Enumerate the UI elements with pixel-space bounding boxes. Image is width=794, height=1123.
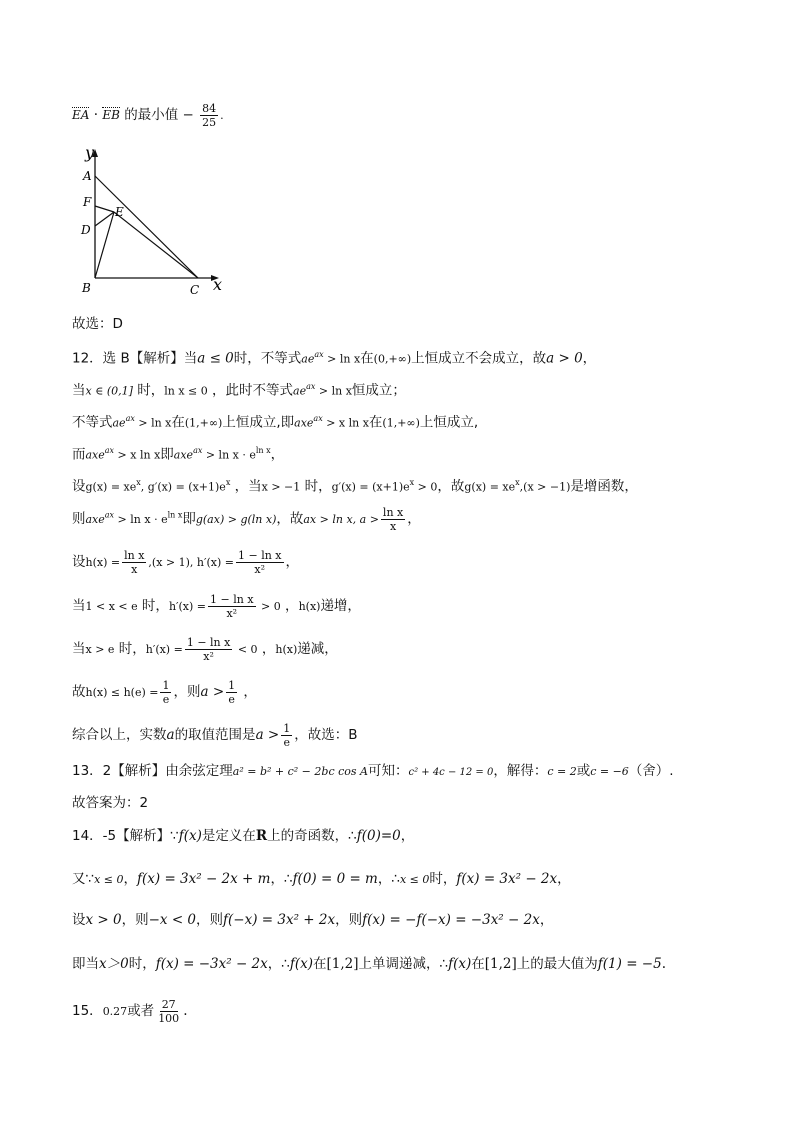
q11-choice: 故选：D	[72, 316, 123, 332]
triangle-figure	[76, 146, 236, 298]
point-d-label: D	[81, 223, 91, 237]
min-value-text: 的最小值	[124, 107, 179, 123]
q13-answer: 故答案为：2	[72, 795, 149, 811]
q12-line-3: 不等式$ae^{ax} > \ln x$在(1,+∞)上恒成立,即axe$^{ax}$ > x ln x在(1,+∞)上恒成立,	[72, 414, 479, 431]
fraction-lnx-x: $\frac{\text{ln x}}{x}$	[382, 506, 404, 533]
segment-fe	[95, 206, 114, 212]
q12-line-4: 而axe$^{ax}$ > x ln x即$axe^{ax} > \ln x \cdot e^{ln x}$，	[72, 446, 285, 463]
x-axis-label: x	[213, 275, 223, 294]
fraction-84-25: $\frac{84}{25}$	[202, 102, 217, 129]
point-a-label: A	[83, 169, 92, 183]
min-value-line: EA · EB 的最小值 − $\frac{84}{25}$ .	[72, 102, 224, 129]
q12-line-1: 12．选 B【解析】当a ≤ 0时，不等式$ae^{ax} > \ln x$在(0,+∞)上恒成立不会成立，故a > 0，	[72, 350, 597, 367]
minus-sign: −	[182, 107, 194, 123]
q14-line-4: 即当x＞0时，f(x) = −3x² − 2x，∴f(x)在[1,2]上单调递减，∴f(x)在[1,2]上的最大值为f(1) = −5.	[72, 956, 667, 972]
q12-line-7: 设h(x) = $\frac{\text{ln x}}{x}$ ,(x > 1), h′(x) = $\frac{\text{1 − ln x}}{\text{x²}}$ ，	[72, 549, 299, 576]
q14-line-2: 又∵x ≤ 0，f(x) = 3x² − 2x + m，∴f(0) = 0 = m，∴x ≤ 0时，f(x) = 3x² − 2x，	[72, 871, 571, 887]
q12-line-10: 故h(x) ≤ h(e) = $\frac{1}{e}$ ，则a > $\frac{1}{e}$ ，	[72, 679, 257, 706]
fraction-27-100: $\frac{27}{100}$	[158, 998, 180, 1025]
vector-ea: EA	[72, 108, 90, 122]
segment-ac	[95, 176, 198, 278]
q14-line-3: 设x > 0，则−x < 0，则f(−x) = 3x² + 2x，则f(x) = −f(−x) = −3x² − 2x，	[72, 912, 554, 928]
point-f-label: F	[83, 195, 92, 209]
q12-line-5: 设$g(x) = xe^x$, $g'(x) = (x+1)e^x$ ，当x > −1 时，$g'(x) = (x+1)e^x > 0$，故$g(x) = xe^x,(x > -1)$是增函数，	[72, 478, 638, 495]
segment-be	[95, 212, 114, 278]
q13-line-1: 13．2【解析】由余弦定理a² = b² + c² − 2bc cos A可知：c² + 4c − 12 = 0，解得：c = 2或c = −6（舍）.	[72, 763, 674, 779]
q14-line-1: 14．-5【解析】∵f(x)是定义在R上的奇函数，∴f(0)=0，	[72, 828, 415, 844]
point-c-label: C	[190, 283, 200, 297]
q12-line-9: 当x > e 时，h′(x) = $\frac{\text{1 − ln x}}{\text{x²}}$ < 0 ，h(x)递减，	[72, 636, 338, 663]
q15-line: 15．0.27或者 $\frac{27}{100}$ .	[72, 998, 188, 1025]
q12-line-2: 当x ∈ (0,1] 时，ln x ≤ 0 ，此时不等式$ae^{ax} > \ln x$恒成立；	[72, 382, 406, 399]
dot-operator: ·	[93, 107, 99, 123]
y-axis-label: y	[85, 146, 95, 162]
q12-line-11: 综合以上，实数a的取值范围是a > $\frac{1}{e}$ ，故选：B	[72, 722, 358, 749]
q12-line-6: 则$axe^{ax} > \ln x \cdot e^{ln x}$即g(ax) > g(ln x)，故ax > ln x, a > $\frac{\text{ln x}}{x}$ ，	[72, 506, 421, 533]
segment-ec	[114, 212, 198, 278]
vector-eb: EB	[102, 108, 120, 122]
q12-line-8: 当1 < x < e 时，h′(x) = $\frac{\text{1 − ln x}}{\text{x²}}$ > 0 ，h(x)递增，	[72, 593, 361, 620]
point-b-label: B	[82, 281, 91, 295]
point-e-label: E	[115, 205, 124, 219]
